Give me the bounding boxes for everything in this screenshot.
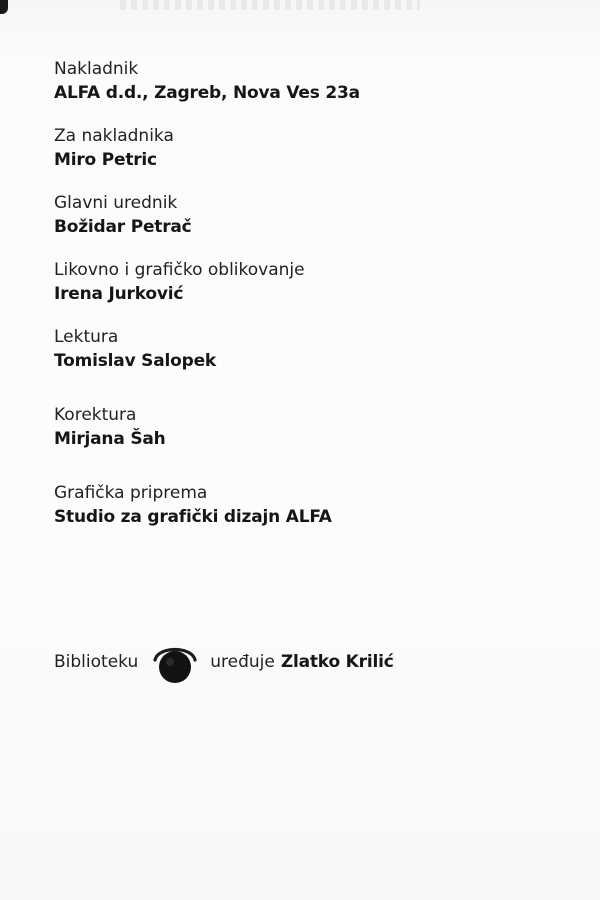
credit-name: Studio za grafički dizajn ALFA [54, 507, 332, 527]
credit-role: Korektura [54, 405, 137, 425]
credit-name: Irena Jurković [54, 284, 184, 304]
library-editor-line [54, 637, 394, 687]
credit-entry-proofreading [54, 325, 216, 373]
credit-entry-publisher [54, 57, 360, 105]
show-through-text [120, 0, 420, 10]
credit-role: Za nakladnika [54, 126, 174, 146]
series-logo-circle-icon [146, 638, 204, 686]
credit-role: Nakladnik [54, 59, 139, 79]
scan-artifact [0, 0, 8, 14]
credit-role: Grafička priprema [54, 483, 208, 503]
credit-role: Lektura [54, 327, 119, 347]
credit-entry-for-publisher [54, 124, 174, 172]
credit-role: Glavni urednik [54, 193, 178, 213]
credit-name: Mirjana Šah [54, 429, 166, 449]
credit-entry-correction [54, 403, 166, 451]
credit-name: ALFA d.d., Zagreb, Nova Ves 23a [54, 83, 360, 103]
credit-role: Likovno i grafičko oblikovanje [54, 260, 305, 280]
credit-entry-design [54, 258, 305, 306]
credit-name: Tomislav Salopek [54, 351, 217, 371]
library-middle: uređuje [210, 652, 275, 672]
library-editor-name: Zlatko Krilić [280, 652, 394, 672]
credit-entry-editor-in-chief [54, 191, 192, 239]
credit-name: Miro Petric [54, 150, 157, 170]
library-prefix: Biblioteku [54, 652, 139, 672]
credit-entry-prepress [54, 481, 332, 529]
credit-name: Božidar Petrač [54, 217, 192, 237]
